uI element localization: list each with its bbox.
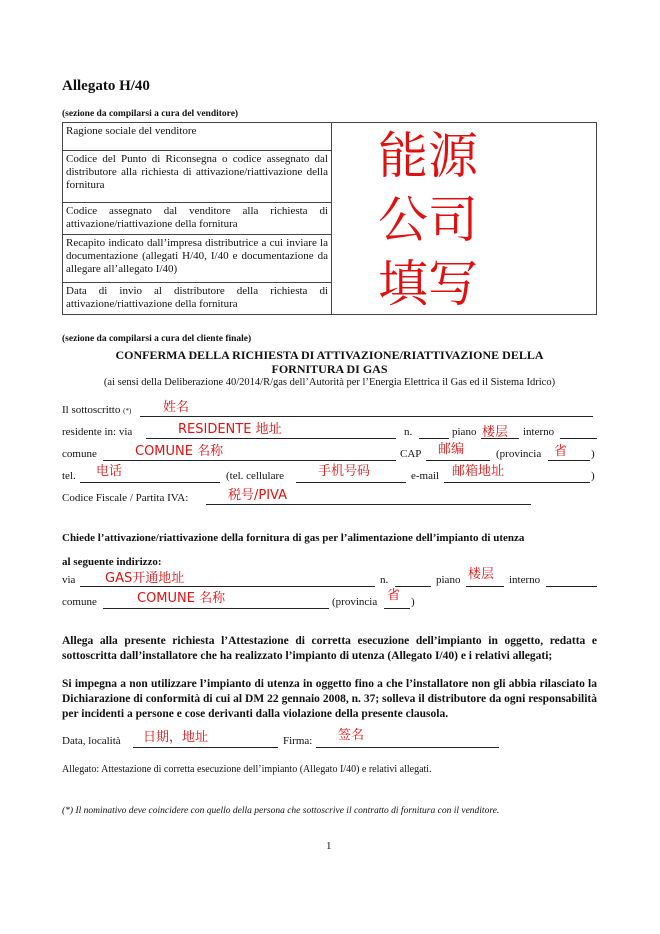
gas-provincia-close: ) — [411, 596, 415, 608]
cellulare-field[interactable] — [296, 482, 406, 483]
gas-comune-annotation: COMUNE 名称 — [137, 591, 226, 606]
provincia-field[interactable] — [548, 460, 590, 461]
interno-label: interno — [523, 426, 555, 438]
postcode-annotation: 邮编 — [438, 442, 465, 457]
gas-provincia-label: (provincia — [332, 596, 378, 608]
gas-provincia-field[interactable] — [384, 608, 410, 609]
client-section-note: (sezione da compilarsi a cura del cliente finale) — [62, 334, 252, 344]
floor-label: piano — [452, 426, 477, 438]
cellulare-label: (tel. cellulare — [226, 470, 285, 482]
date-field[interactable] — [133, 747, 278, 748]
seller-row-label: Codice assegnato dal venditore alla richiesta di attivazione/riattivazione della fornitura — [63, 203, 332, 235]
sottoscritto-label: Il sottoscritto — [62, 404, 121, 416]
subheading: (ai sensi della Deliberazione 40/2014/R/gas dell’Autorità per l’Energia Elettrica il Gas ed il Sistema Idrico) — [103, 377, 556, 388]
via-label: via — [62, 574, 76, 586]
residente-label: residente in: via — [62, 426, 133, 438]
floor-annotation: 楼层 — [482, 425, 509, 440]
allega-paragraph: Allega alla presente richiesta l’Attestazione di corretta esecuzione dell’impianto in oggetto, redatta e sottoscritta dall’installatore che ha realizzato l’impianto di utenza (Allegato I/40) e i relativi allegati; — [62, 635, 597, 662]
stamp-line-2: 公司 — [378, 191, 478, 249]
provincia-close: ) — [591, 448, 595, 460]
gas-street-field[interactable] — [80, 586, 375, 587]
taxid-annotation: 税号/PIVA — [228, 488, 288, 503]
gas-number-label: n. — [380, 574, 389, 586]
tel-close: ) — [591, 470, 595, 482]
footnote: (*) Il nominativo deve coincidere con quello della persona che sottoscrive il contratto di fornitura con il venditore. — [62, 806, 500, 816]
heading-line-2: FORNITURA DI GAS — [271, 362, 388, 376]
impegna-paragraph: Si impegna a non utilizzare l’impianto di utenza in oggetto fino a che l’installatore non gli abbia rilasciato la Dichiarazione di conformità di cui al DM 22 gennaio 2008, n. 37; solleva il distributore da ogni responsabilità per incidenti a persone e cose derivanti dalla violazione della presente clausola. — [62, 678, 597, 720]
seller-row-label: Data di invio al distributore della richiesta di attivazione/riattivazione della fornitura — [63, 283, 332, 315]
address-label: al seguente indirizzo: — [62, 556, 162, 568]
comune-annotation: COMUNE 名称 — [135, 444, 224, 459]
allegato-line: Allegato: Attestazione di corretta esecuzione dell’impianto (Allegato I/40) e relativi allegati. — [62, 764, 432, 775]
email-field[interactable] — [444, 482, 590, 483]
email-label: e-mail — [411, 470, 440, 482]
date-annotation: 日期，地址 — [143, 730, 209, 745]
tel-label: tel. — [62, 470, 76, 482]
cf-label: Codice Fiscale / Partita IVA: — [62, 492, 189, 504]
seller-table — [62, 122, 597, 315]
tel-field[interactable] — [80, 482, 220, 483]
seller-row-label: Codice del Punto di Riconsegna o codice assegnato dal distributore alla richiesta di attivazione/riattivazione della fornitura — [63, 151, 332, 203]
gas-floor-annotation: 楼层 — [468, 567, 495, 582]
heading-line-1: CONFERMA DELLA RICHIESTA DI ATTIVAZIONE/RIATTIVAZIONE DELLA — [115, 348, 544, 362]
interno-field[interactable] — [560, 438, 597, 439]
seller-row-label: Recapito indicato dall’impresa distributrice a cui inviare la documentazione (allegati H/40, I/40 e documentazione da allegare all’allegato I/40) — [63, 235, 332, 283]
asterisk-note: (*) — [123, 407, 132, 415]
gas-province-annotation: 省 — [387, 588, 401, 603]
page-number: 1 — [326, 840, 332, 852]
number-label: n. — [404, 426, 413, 438]
residente-street-field[interactable] — [146, 438, 396, 439]
signature-annotation: 签名 — [338, 728, 365, 743]
gas-number-field[interactable] — [395, 586, 431, 587]
provincia-label: (provincia — [496, 448, 542, 460]
residente-annotation: RESIDENTE 地址 — [178, 422, 282, 437]
document-title: Allegato H/40 — [62, 78, 150, 94]
gas-interno-field[interactable] — [546, 586, 597, 587]
firma-label: Firma: — [283, 735, 313, 747]
stamp-line-3: 填写 — [378, 255, 478, 313]
seller-section-note: (sezione da compilarsi a cura del venditore) — [62, 109, 239, 119]
phone-annotation: 电话 — [96, 464, 123, 479]
province-annotation: 省 — [554, 444, 568, 459]
cap-label: CAP — [400, 448, 422, 460]
data-label: Data, località — [62, 735, 121, 747]
gas-floor-field[interactable] — [466, 586, 504, 587]
comune-label: comune — [62, 448, 97, 460]
cf-field[interactable] — [206, 504, 531, 505]
stamp-line-1: 能源 — [378, 127, 478, 185]
gas-floor-label: piano — [436, 574, 461, 586]
name-annotation: 姓名 — [163, 400, 190, 415]
gas-address-annotation: GAS开通地址 — [105, 571, 185, 586]
gas-comune-label: comune — [62, 596, 97, 608]
gas-comune-field[interactable] — [103, 608, 329, 609]
mobile-annotation: 手机号码 — [318, 464, 371, 479]
request-line: Chiede l’attivazione/riattivazione della fornitura di gas per l’alimentazione dell’impianto di utenza — [62, 532, 525, 544]
name-field[interactable] — [140, 416, 593, 417]
seller-row-label: Ragione sociale del venditore — [63, 123, 332, 151]
signature-field[interactable] — [316, 747, 499, 748]
email-annotation: 邮箱地址 — [452, 464, 505, 479]
gas-interno-label: interno — [509, 574, 541, 586]
